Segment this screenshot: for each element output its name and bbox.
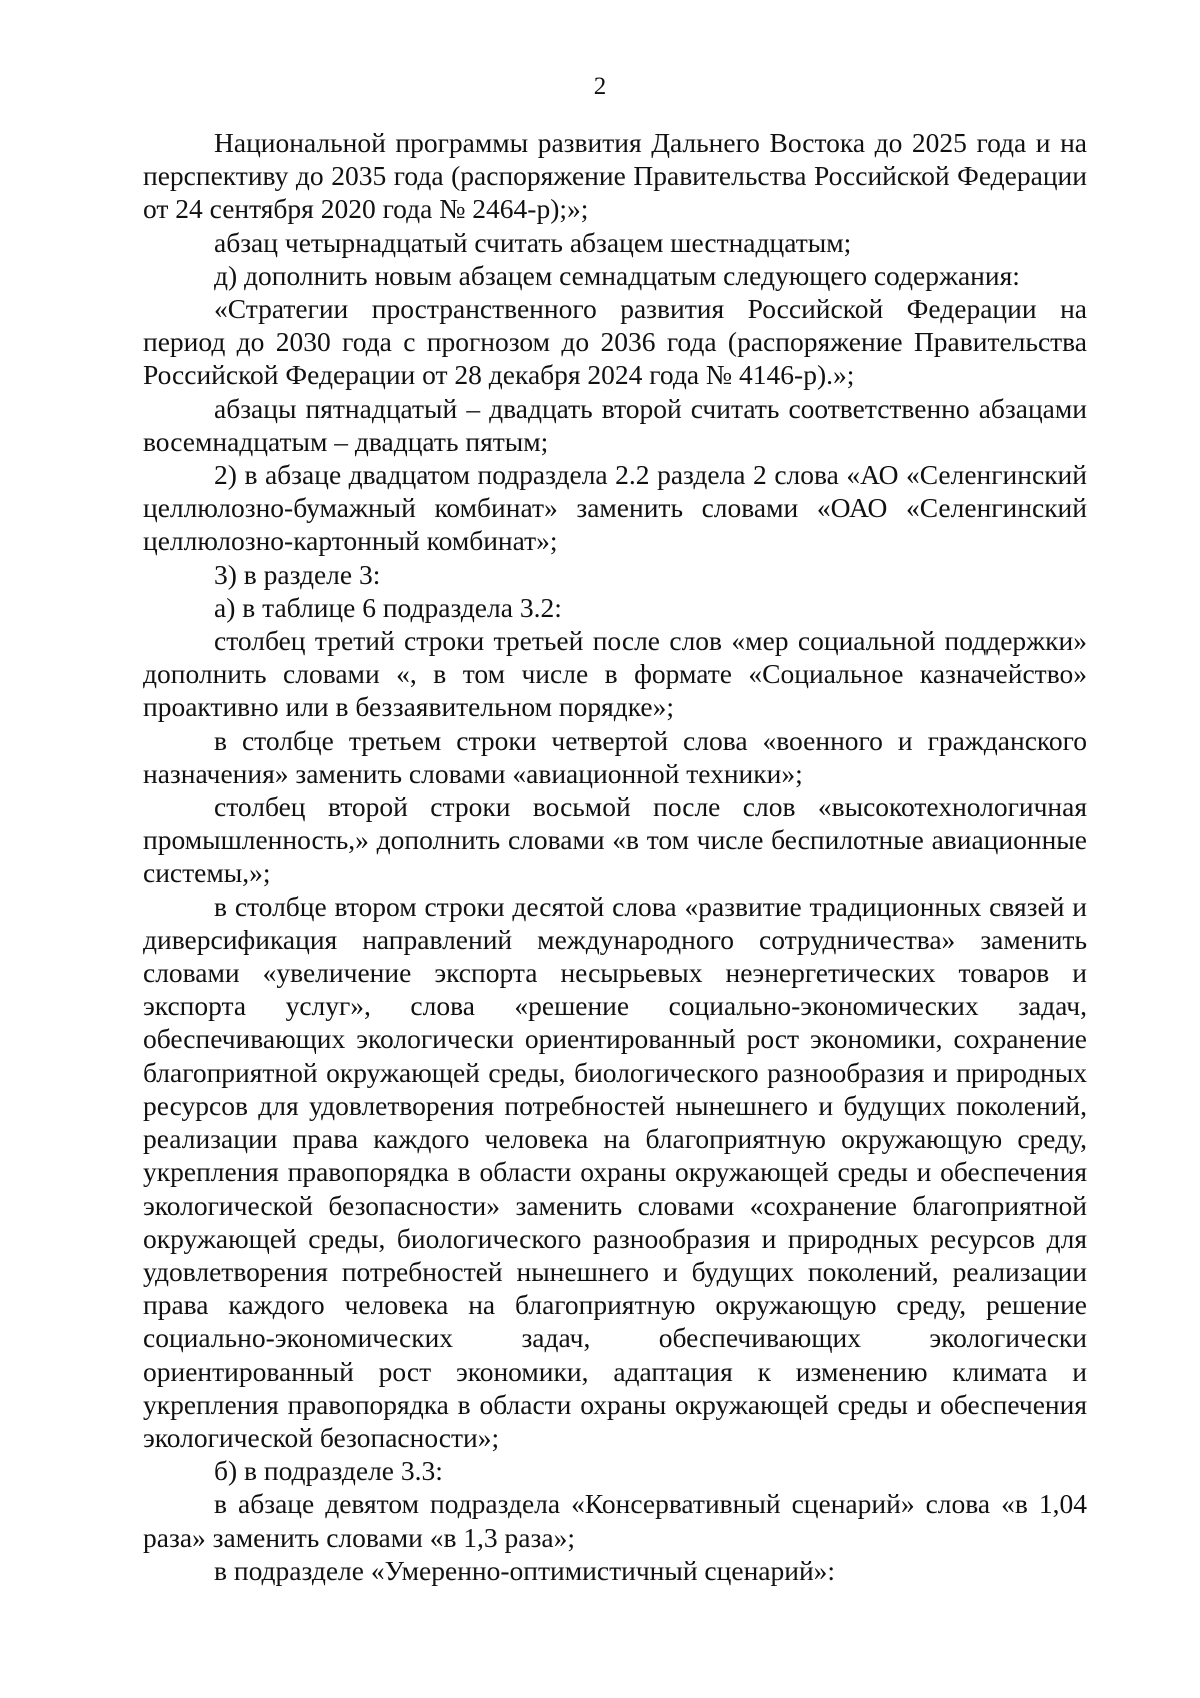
page-number: 2 — [593, 73, 607, 100]
paragraph-11: столбец второй строки восьмой после слов «высокотехнологичная промышленность,» дополнить словами «в том числе беспилотные авиационные системы,»; — [143, 791, 1087, 889]
paragraph-12: в столбце втором строки десятой слова «развитие традиционных связей и диверсификация направлений международного сотрудничества» заменить словами «увеличение экспорта несырьевых неэнергетических товаров и экспорта услуг», слова «решение социально-экономических задач, обеспечивающих экологически ориентированный рост экономики, сохранение благоприятной окружающей среды, биологического разнообразия и природных ресурсов для удовлетворения потребностей нынешнего и будущих поколений, реализации права каждого человека на благоприятную окружающую среду, укрепления правопорядка в области охраны окружающей среды и обеспечения экологической безопасности» заменить словами «сохранение благоприятной окружающей среды, биологического разнообразия и природных ресурсов для удовлетворения потребностей нынешнего и будущих поколений, реализации права каждого человека на благоприятную окружающую среду, решение социально-экономических задач, обеспечивающих экологически ориентированный рост экономики, адаптация к изменению климата и укрепления правопорядка в области охраны окружающей среды и обеспечения экологической безопасности»; — [143, 890, 1087, 1453]
paragraph-6: 2) в абзаце двадцатом подраздела 2.2 раздела 2 слова «АО «Селенгинский целлюлозно-бумажный комбинат» заменить словами «ОАО «Селенгинский целлюлозно-картонный комбинат»; — [143, 459, 1087, 557]
paragraph-3: д) дополнить новым абзацем семнадцатым следующего содержания: — [214, 259, 1020, 291]
paragraph-1: Национальной программы развития Дальнего Востока до 2025 года и на перспективу до 2035 года (распоряжение Правительства Российской Федерации от 24 сентября 2020 года № 2464-р);»; — [143, 127, 1087, 225]
paragraph-8: а) в таблице 6 подраздела 3.2: — [214, 591, 562, 623]
paragraph-2: абзац четырнадцатый считать абзацем шестнадцатым; — [214, 226, 852, 258]
paragraph-9: столбец третий строки третьей после слов «мер социальной поддержки» дополнить словами «, в том числе в формате «Социальное казначейство» проактивно или в беззаявительном порядке»; — [143, 625, 1087, 723]
document-body — [143, 126, 1087, 1587]
paragraph-10: в столбце третьем строки четвертой слова «военного и гражданского назначения» заменить словами «авиационной техники»; — [143, 724, 1087, 789]
paragraph-13: б) в подразделе 3.3: — [214, 1455, 443, 1487]
paragraph-15: в подразделе «Умеренно-оптимистичный сценарий»: — [214, 1554, 836, 1586]
paragraph-7: 3) в разделе 3: — [214, 558, 381, 590]
paragraph-4: «Стратегии пространственного развития Российской Федерации на период до 2030 года с прогнозом до 2036 года (распоряжение Правительства Российской Федерации от 28 декабря 2024 года № 4146-р).»; — [143, 293, 1087, 391]
paragraph-14: в абзаце девятом подраздела «Консервативный сценарий» слова «в 1,04 раза» заменить словами «в 1,3 раза»; — [143, 1488, 1087, 1553]
paragraph-5: абзацы пятнадцатый – двадцать второй считать соответственно абзацами восемнадцатым – двадцать пятым; — [143, 392, 1087, 457]
